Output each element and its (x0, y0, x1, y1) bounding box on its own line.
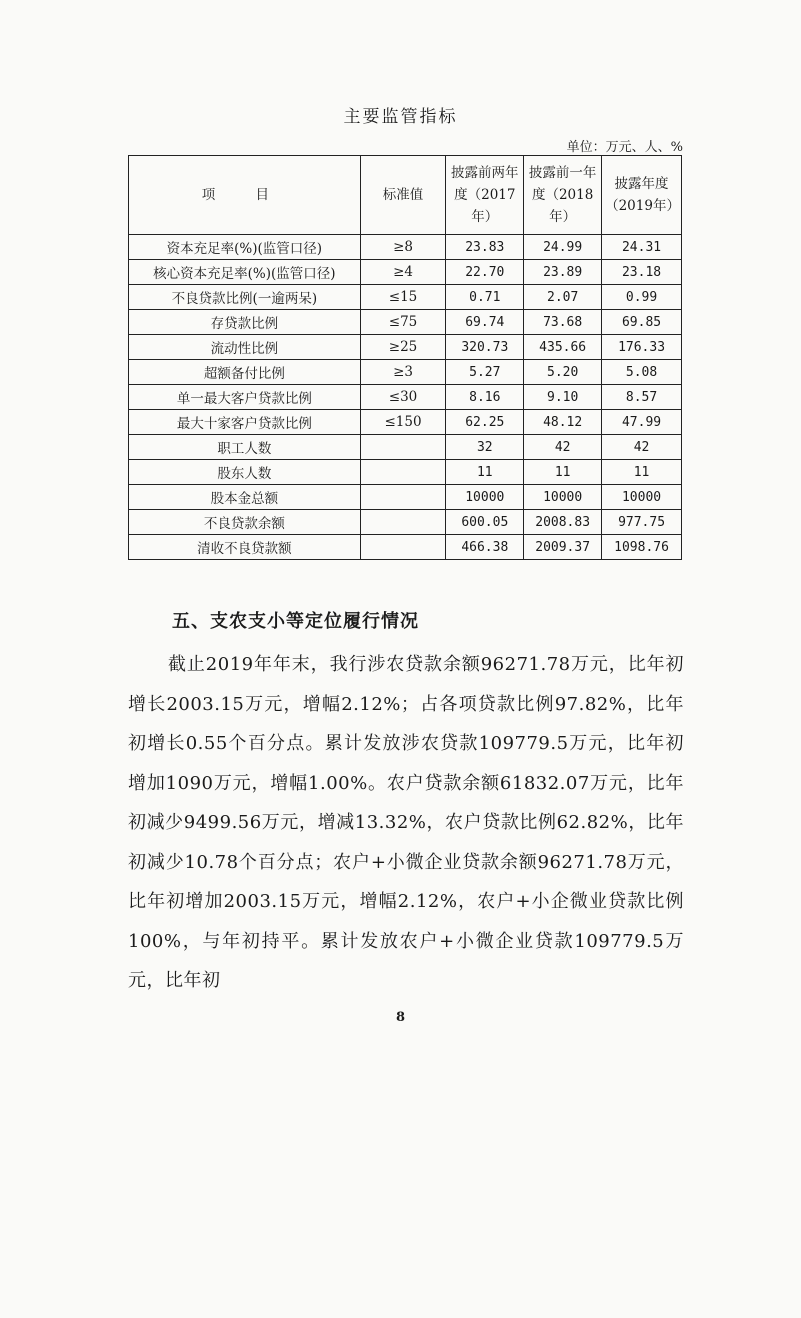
value-cell: 62.25 (446, 410, 524, 435)
standard-value-cell (360, 535, 446, 560)
table-header-row (129, 156, 682, 235)
value-cell: 2008.83 (524, 510, 602, 535)
standard-value-cell (360, 510, 446, 535)
indicator-name-cell: 职工人数 (129, 435, 361, 460)
value-cell: 24.31 (602, 235, 682, 260)
indicator-name-cell: 超额备付比例 (129, 360, 361, 385)
indicator-name-cell: 最大十家客户贷款比例 (129, 410, 361, 435)
value-cell: 69.85 (602, 310, 682, 335)
value-cell: 23.18 (602, 260, 682, 285)
standard-value-cell: ≥3 (360, 360, 446, 385)
table-row (129, 460, 682, 485)
indicator-name-cell: 单一最大客户贷款比例 (129, 385, 361, 410)
column-header: 项 目 (129, 156, 361, 235)
table-row (129, 410, 682, 435)
value-cell: 32 (446, 435, 524, 460)
regulatory-indicators-table (128, 155, 682, 560)
indicator-name-cell: 资本充足率(%)(监管口径) (129, 235, 361, 260)
value-cell: 10000 (524, 485, 602, 510)
value-cell: 22.70 (446, 260, 524, 285)
value-cell: 24.99 (524, 235, 602, 260)
column-header: 标准值 (360, 156, 446, 235)
value-cell: 5.27 (446, 360, 524, 385)
value-cell: 11 (524, 460, 602, 485)
value-cell: 466.38 (446, 535, 524, 560)
standard-value-cell: ≤15 (360, 285, 446, 310)
body-paragraph: 截止2019年年末，我行涉农贷款余额96271.78万元，比年初增长2003.15万元，增幅2.12%；占各项贷款比例97.82%，比年初增长0.55个百分点。累计发放涉农贷款109779.5万元，比年初增加1090万元，增幅1.00%。农户贷款余额61832.07万元，比年初减少9499.56万元，增减13.32%，农户贷款比例62.82%，比年初减少10.78个百分点；农户+小微企业贷款余额96271.78万元，比年初增加2003.15万元，增幅2.12%，农户+小企微业贷款比例100%，与年初持平。累计发放农户+小微企业贷款109779.5万元，比年初 (128, 654, 684, 991)
value-cell: 9.10 (524, 385, 602, 410)
column-header: 披露前两年度（2017年） (446, 156, 524, 235)
indicator-name-cell: 股本金总额 (129, 485, 361, 510)
indicator-name-cell: 存贷款比例 (129, 310, 361, 335)
table-row (129, 310, 682, 335)
standard-value-cell (360, 485, 446, 510)
standard-value-cell (360, 460, 446, 485)
table-row (129, 510, 682, 535)
table-row (129, 235, 682, 260)
column-header: 披露前一年度（2018年） (524, 156, 602, 235)
value-cell: 11 (602, 460, 682, 485)
indicator-name-cell: 不良贷款比例(一逾两呆) (129, 285, 361, 310)
value-cell: 2.07 (524, 285, 602, 310)
section-heading: 五、支农支小等定位履行情况 (172, 611, 419, 632)
standard-value-cell: ≤30 (360, 385, 446, 410)
table-title: 主要监管指标 (343, 107, 458, 127)
value-cell: 10000 (446, 485, 524, 510)
value-cell: 42 (602, 435, 682, 460)
value-cell: 600.05 (446, 510, 524, 535)
table-row (129, 360, 682, 385)
indicator-name-cell: 股东人数 (129, 460, 361, 485)
standard-value-cell: ≥8 (360, 235, 446, 260)
value-cell: 11 (446, 460, 524, 485)
value-cell: 0.99 (602, 285, 682, 310)
value-cell: 1098.76 (602, 535, 682, 560)
value-cell: 5.08 (602, 360, 682, 385)
page-number: 8 (395, 1010, 406, 1025)
value-cell: 23.83 (446, 235, 524, 260)
value-cell: 23.89 (524, 260, 602, 285)
value-cell: 69.74 (446, 310, 524, 335)
indicator-name-cell: 核心资本充足率(%)(监管口径) (129, 260, 361, 285)
value-cell: 5.20 (524, 360, 602, 385)
value-cell: 176.33 (602, 335, 682, 360)
standard-value-cell: ≤150 (360, 410, 446, 435)
table-row (129, 285, 682, 310)
indicator-name-cell: 流动性比例 (129, 335, 361, 360)
value-cell: 977.75 (602, 510, 682, 535)
indicator-name-cell: 清收不良贷款额 (129, 535, 361, 560)
table-row (129, 385, 682, 410)
value-cell: 73.68 (524, 310, 602, 335)
table-row (129, 485, 682, 510)
table-row (129, 260, 682, 285)
standard-value-cell: ≥4 (360, 260, 446, 285)
standard-value-cell: ≥25 (360, 335, 446, 360)
value-cell: 10000 (602, 485, 682, 510)
value-cell: 320.73 (446, 335, 524, 360)
value-cell: 435.66 (524, 335, 602, 360)
indicator-name-cell: 不良贷款余额 (129, 510, 361, 535)
value-cell: 2009.37 (524, 535, 602, 560)
standard-value-cell (360, 435, 446, 460)
value-cell: 48.12 (524, 410, 602, 435)
table-unit: 单位：万元、人、% (566, 140, 683, 155)
table-row (129, 435, 682, 460)
value-cell: 8.16 (446, 385, 524, 410)
value-cell: 8.57 (602, 385, 682, 410)
table-row (129, 535, 682, 560)
value-cell: 0.71 (446, 285, 524, 310)
value-cell: 47.99 (602, 410, 682, 435)
standard-value-cell: ≤75 (360, 310, 446, 335)
body-text (128, 645, 684, 1001)
table-row (129, 335, 682, 360)
value-cell: 42 (524, 435, 602, 460)
column-header: 披露年度（2019年） (602, 156, 682, 235)
